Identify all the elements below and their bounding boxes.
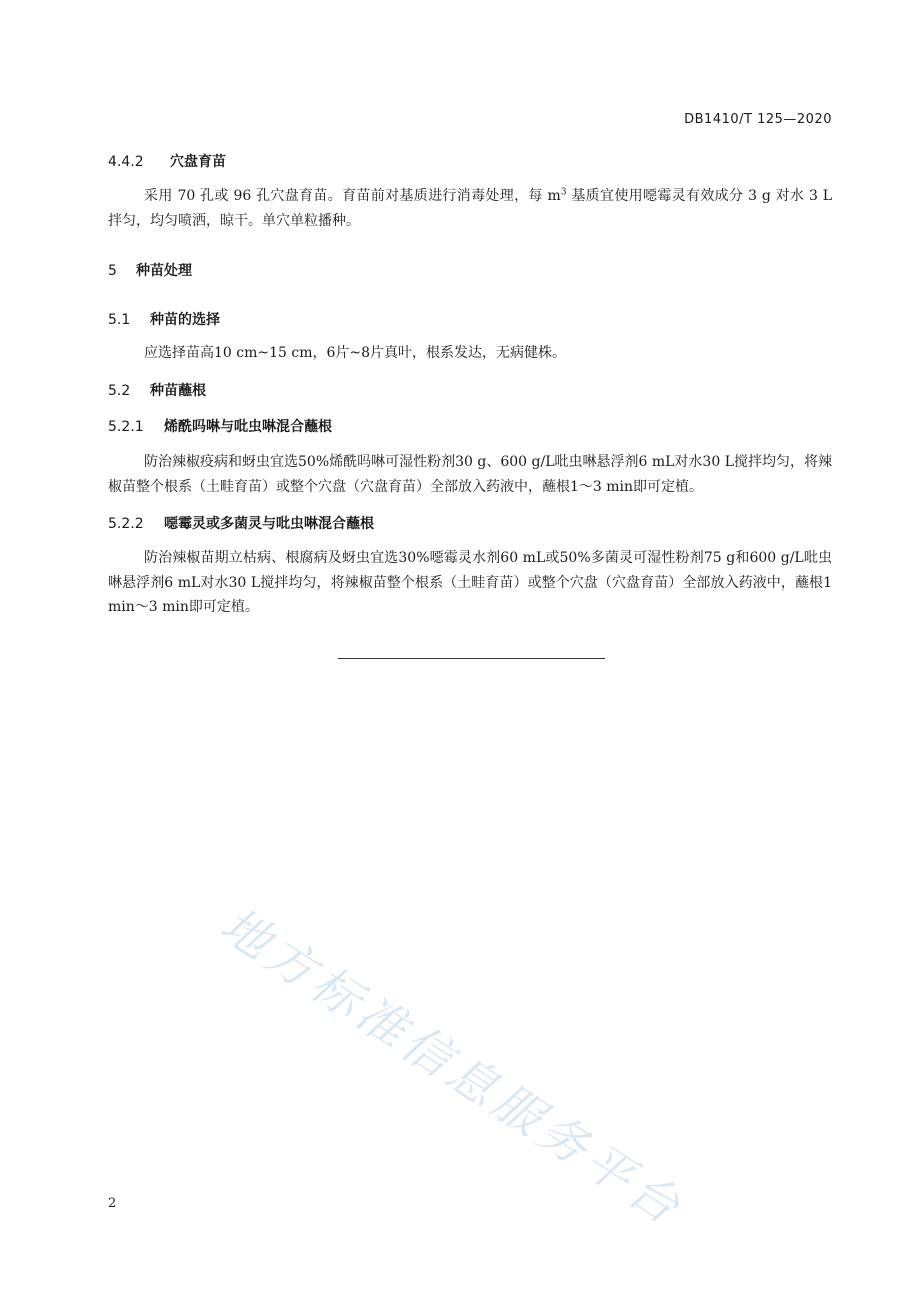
section-number: 4.4.2: [108, 154, 144, 170]
section-heading-4-4-2: [108, 151, 226, 171]
section-heading-5-2: [108, 380, 206, 400]
section-title: 穴盘育苗: [170, 154, 226, 170]
end-of-text-rule: [338, 658, 605, 659]
paragraph-text: 基质宜使用噁霉灵有效成分 3 g 对水 3 L 拌匀，均匀喷洒，晾干。单穴单粒播种。: [108, 188, 833, 229]
page-number: 2: [108, 1196, 117, 1211]
section-heading-5: [108, 260, 192, 280]
watermark: 地方标准信息服务平台: [210, 896, 694, 1238]
superscript: 3: [560, 187, 567, 198]
section-number: 5: [108, 263, 117, 279]
section-number: 5.2.2: [108, 516, 144, 532]
section-number: 5.1: [108, 312, 131, 328]
section-title: 烯酰吗啉与吡虫啉混合蘸根: [164, 419, 332, 435]
paragraph-5-2-2: 防治辣椒苗期立枯病、根腐病及蚜虫宜选30%噁霉灵水剂60 mL或50%多菌灵可湿性粉剂75 g和600 g/L吡虫啉悬浮剂6 mL对水30 L搅拌均匀，将辣椒苗整个根系（土畦育苗）或整个穴盘（穴盘育苗）全部放入药液中，蘸根1 min～3 min即可定植。: [108, 550, 832, 615]
section-heading-5-2-1: [108, 416, 332, 436]
section-number: 5.2: [108, 383, 131, 399]
paragraph-5-2-1: 防治辣椒疫病和蚜虫宜选50%烯酰吗啉可湿性粉剂30 g、600 g/L吡虫啉悬浮剂6 mL对水30 L搅拌均匀，将辣椒苗整个根系（土畦育苗）或整个穴盘（穴盘育苗）全部放入药液中，蘸根1～3 min即可定植。: [108, 454, 832, 495]
section-title: 种苗的选择: [150, 312, 220, 328]
document-code: DB1410/T 125—2020: [684, 112, 832, 127]
paragraph-5-1: 应选择苗高10 cm~15 cm，6片~8片真叶，根系发达，无病健株。: [144, 345, 567, 361]
section-heading-5-1: [108, 309, 220, 329]
paragraph-4-4-2: [108, 184, 832, 233]
section-heading-5-2-2: [108, 513, 374, 533]
section-number: 5.2.1: [108, 419, 144, 435]
paragraph-text: 采用 70 孔或 96 孔穴盘育苗。育苗前对基质进行消毒处理，每 m: [144, 188, 561, 204]
section-title: 种苗处理: [136, 263, 192, 279]
section-title: 种苗蘸根: [150, 383, 206, 399]
section-title: 噁霉灵或多菌灵与吡虫啉混合蘸根: [164, 516, 374, 532]
